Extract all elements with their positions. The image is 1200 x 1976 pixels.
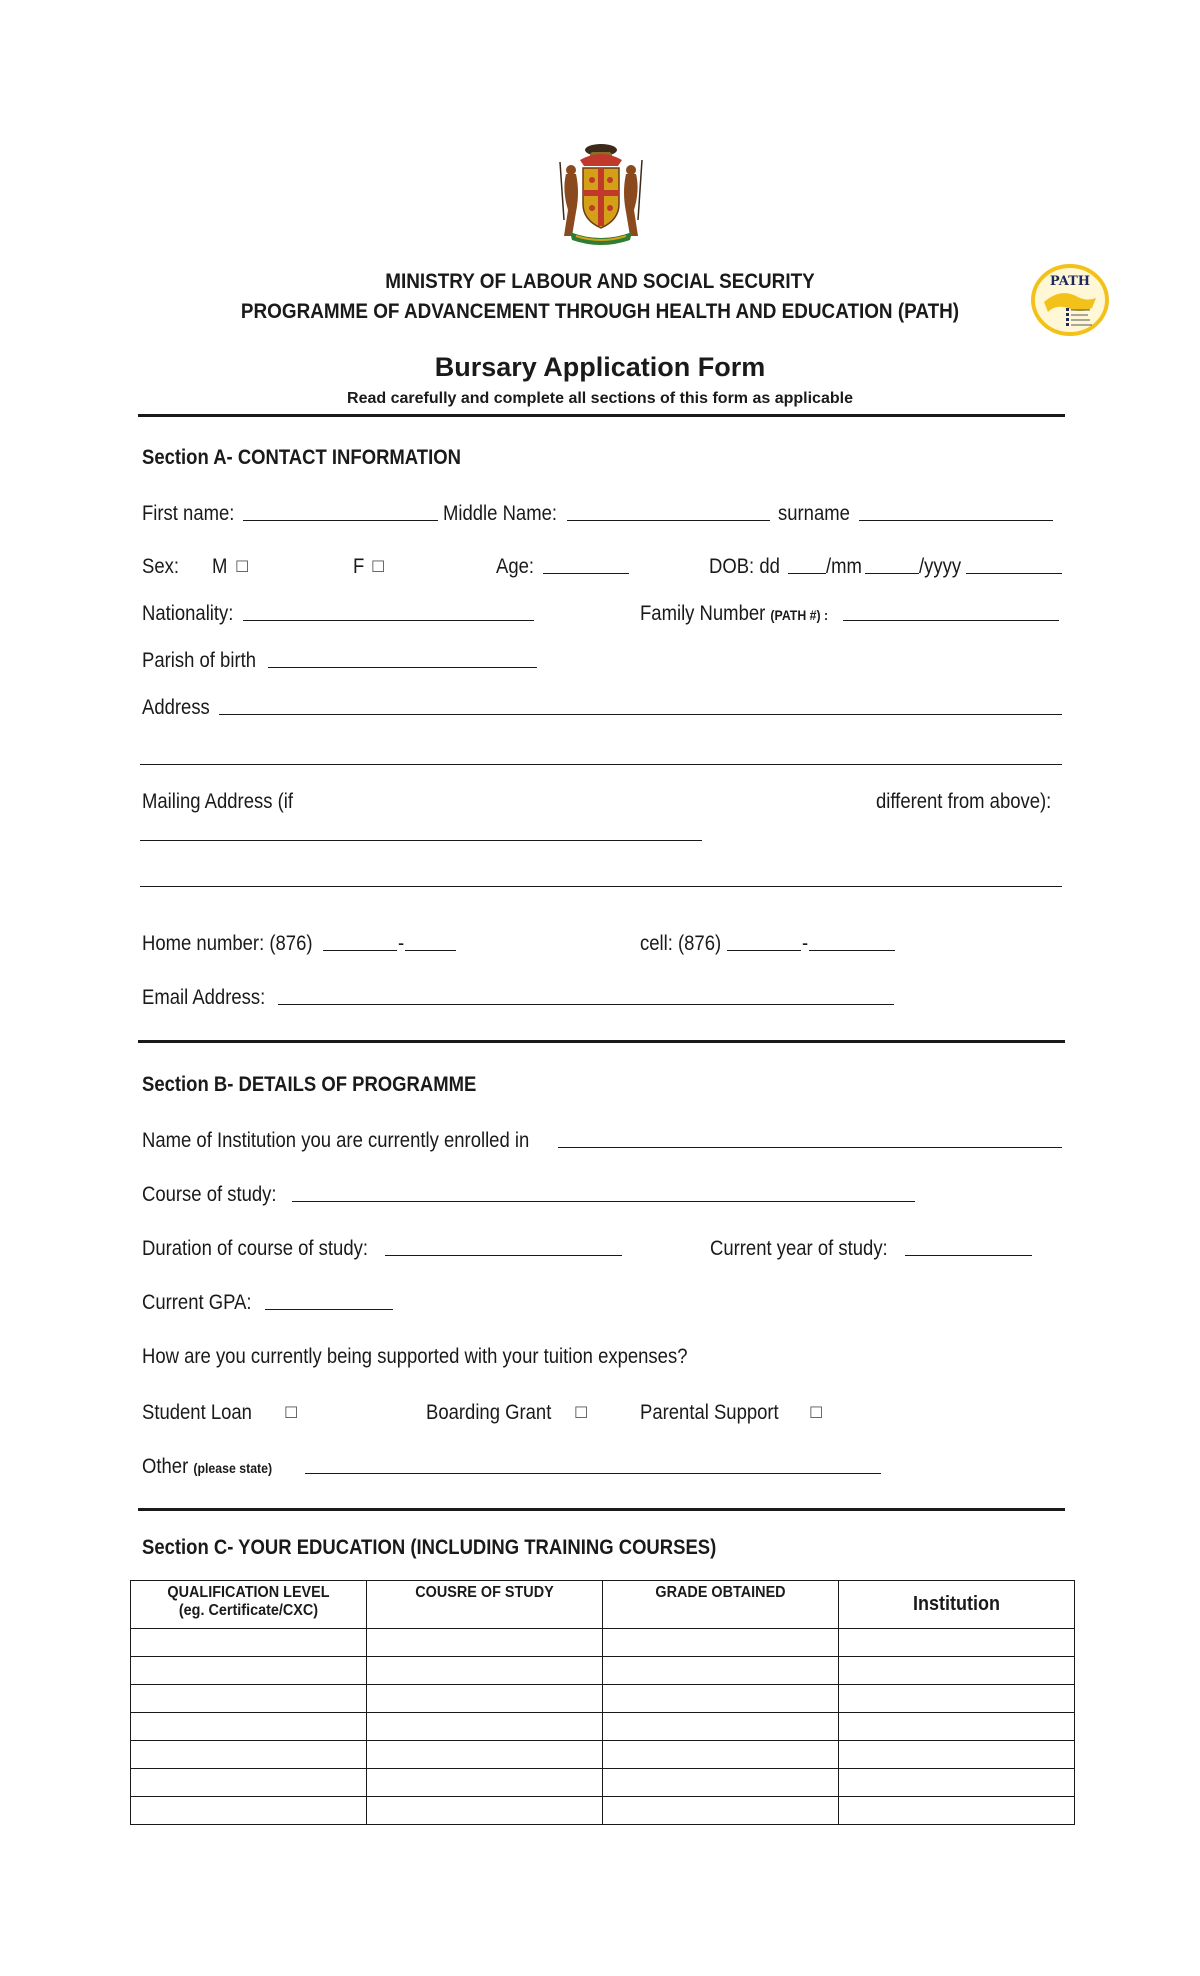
programme-heading: PROGRAMME OF ADVANCEMENT THROUGH HEALTH AND EDUCATION (PATH) (240, 300, 960, 323)
table-cell[interactable] (839, 1769, 1075, 1797)
table-cell[interactable] (131, 1713, 367, 1741)
email-label: Email Address: (142, 986, 266, 1009)
parish-field[interactable] (268, 667, 537, 668)
column-header-qualification-label: QUALIFICATION LEVEL (167, 1584, 330, 1601)
course-label: Course of study: (142, 1183, 277, 1206)
table-cell[interactable] (131, 1657, 367, 1685)
sex-label: Sex: (142, 555, 179, 578)
table-cell[interactable] (367, 1629, 603, 1657)
other-text: Other (142, 1455, 189, 1478)
family-number-hint: (PATH #) : (770, 607, 829, 623)
divider (138, 1508, 1065, 1511)
table-cell[interactable] (131, 1741, 367, 1769)
middle-name-label: Middle Name: (443, 502, 558, 525)
table-cell[interactable] (131, 1769, 367, 1797)
family-number-field[interactable] (843, 620, 1059, 621)
column-header-course (367, 1581, 603, 1629)
column-header-qualification (131, 1581, 367, 1629)
current-year-label: Current year of study: (710, 1237, 888, 1260)
address-label: Address (142, 696, 210, 719)
table-cell[interactable] (603, 1685, 839, 1713)
column-header-institution-label: Institution (913, 1593, 1000, 1615)
table-cell[interactable] (839, 1657, 1075, 1685)
address-field-1[interactable] (219, 714, 1062, 715)
sex-m-label: M (212, 555, 228, 578)
gpa-label: Current GPA: (142, 1291, 252, 1314)
table-cell[interactable] (367, 1713, 603, 1741)
parish-label: Parish of birth (142, 649, 257, 672)
gpa-field[interactable] (265, 1309, 393, 1310)
table-row (131, 1741, 1075, 1769)
table-cell[interactable] (839, 1685, 1075, 1713)
cell-field-2[interactable] (809, 950, 895, 951)
form-instructions: Read carefully and complete all sections of this form as applicable (347, 390, 853, 407)
table-cell[interactable] (839, 1797, 1075, 1825)
table-cell[interactable] (603, 1657, 839, 1685)
surname-label: surname (778, 502, 850, 525)
family-number-label (640, 602, 828, 626)
table-row (131, 1657, 1075, 1685)
mailing-address-field-2[interactable] (140, 886, 1062, 887)
dob-year-label: /yyyy (919, 555, 962, 578)
mailing-address-field-1[interactable] (140, 840, 702, 841)
ministry-heading: MINISTRY OF LABOUR AND SOCIAL SECURITY (385, 270, 815, 293)
table-cell[interactable] (603, 1741, 839, 1769)
divider (138, 414, 1065, 417)
table-cell[interactable] (131, 1685, 367, 1713)
divider (138, 1040, 1065, 1043)
first-name-label: First name: (142, 502, 235, 525)
surname-field[interactable] (859, 520, 1053, 521)
institution-label: Name of Institution you are currently enrolled in (142, 1129, 530, 1152)
path-logo-text: PATH (1049, 274, 1091, 289)
sex-f-label: F (353, 555, 365, 578)
table-cell[interactable] (603, 1713, 839, 1741)
mailing-label-right: different from above): (876, 790, 1052, 813)
middle-name-field[interactable] (567, 520, 770, 521)
table-row (131, 1797, 1075, 1825)
table-cell[interactable] (131, 1629, 367, 1657)
support-option-parental-support: Parental Support (640, 1401, 779, 1424)
support-question: How are you currently being supported with your tuition expenses? (142, 1345, 688, 1368)
table-cell[interactable] (131, 1797, 367, 1825)
column-header-course-label: COUSRE OF STUDY (415, 1584, 554, 1601)
table-row (131, 1713, 1075, 1741)
section-c-title: Section C- YOUR EDUCATION (INCLUDING TRAINING COURSES) (142, 1536, 717, 1559)
home-number-label: Home number: (876) (142, 932, 313, 955)
other-label (142, 1455, 272, 1479)
age-label: Age: (496, 555, 535, 578)
table-row (131, 1685, 1075, 1713)
first-name-field[interactable] (243, 520, 438, 521)
other-hint: (please state) (193, 1460, 273, 1476)
institution-field[interactable] (558, 1147, 1062, 1148)
form-title: Bursary Application Form (434, 352, 766, 382)
support-option-student-loan: Student Loan (142, 1401, 252, 1424)
section-a-title: Section A- CONTACT INFORMATION (142, 446, 461, 469)
duration-label: Duration of course of study: (142, 1237, 368, 1260)
table-cell[interactable] (367, 1741, 603, 1769)
cell-dash: - (802, 932, 809, 955)
table-header-row (131, 1581, 1075, 1629)
table-cell[interactable] (603, 1629, 839, 1657)
student-loan-checkbox[interactable]: ☐ (284, 1403, 299, 1422)
nationality-label: Nationality: (142, 602, 234, 625)
column-header-qualification-sub: (eg. Certificate/CXC) (178, 1602, 319, 1619)
section-b-title: Section B- DETAILS OF PROGRAMME (142, 1073, 477, 1096)
mailing-label-left: Mailing Address (if (142, 790, 293, 813)
path-logo (1030, 262, 1110, 338)
table-row (131, 1769, 1075, 1797)
email-field[interactable] (278, 1004, 894, 1005)
dob-label: DOB: dd (709, 555, 780, 578)
column-header-institution (839, 1581, 1075, 1629)
table-cell[interactable] (839, 1741, 1075, 1769)
column-header-grade (603, 1581, 839, 1629)
table-row (131, 1629, 1075, 1657)
nationality-field[interactable] (243, 620, 534, 621)
table-cell[interactable] (367, 1657, 603, 1685)
dob-year-field[interactable] (966, 573, 1062, 574)
home-number-dash: - (398, 932, 405, 955)
dob-month-label: /mm (826, 555, 862, 578)
address-field-2[interactable] (140, 764, 1062, 765)
column-header-grade-label: GRADE OBTAINED (655, 1584, 786, 1601)
age-field[interactable] (543, 573, 629, 574)
coat-of-arms-emblem (550, 140, 652, 248)
course-field[interactable] (292, 1201, 915, 1202)
home-number-field-2[interactable] (405, 950, 456, 951)
sex-f-checkbox[interactable]: ☐ (371, 557, 386, 576)
table-cell[interactable] (839, 1713, 1075, 1741)
other-field[interactable] (305, 1473, 881, 1474)
dob-day-field[interactable] (788, 573, 826, 574)
family-number-text: Family Number (640, 602, 766, 625)
support-option-boarding-grant: Boarding Grant (426, 1401, 552, 1424)
parental-support-checkbox[interactable]: ☐ (809, 1403, 824, 1422)
dob-month-field[interactable] (865, 573, 919, 574)
table-cell[interactable] (367, 1797, 603, 1825)
sex-m-checkbox[interactable]: ☐ (235, 557, 250, 576)
table-cell[interactable] (367, 1769, 603, 1797)
education-table (130, 1580, 1075, 1825)
current-year-field[interactable] (905, 1255, 1032, 1256)
table-cell[interactable] (603, 1797, 839, 1825)
duration-field[interactable] (385, 1255, 622, 1256)
table-cell[interactable] (367, 1685, 603, 1713)
table-cell[interactable] (839, 1629, 1075, 1657)
home-number-field-1[interactable] (323, 950, 397, 951)
cell-field-1[interactable] (727, 950, 801, 951)
boarding-grant-checkbox[interactable]: ☐ (574, 1403, 589, 1422)
table-cell[interactable] (603, 1769, 839, 1797)
cell-label: cell: (876) (640, 932, 722, 955)
